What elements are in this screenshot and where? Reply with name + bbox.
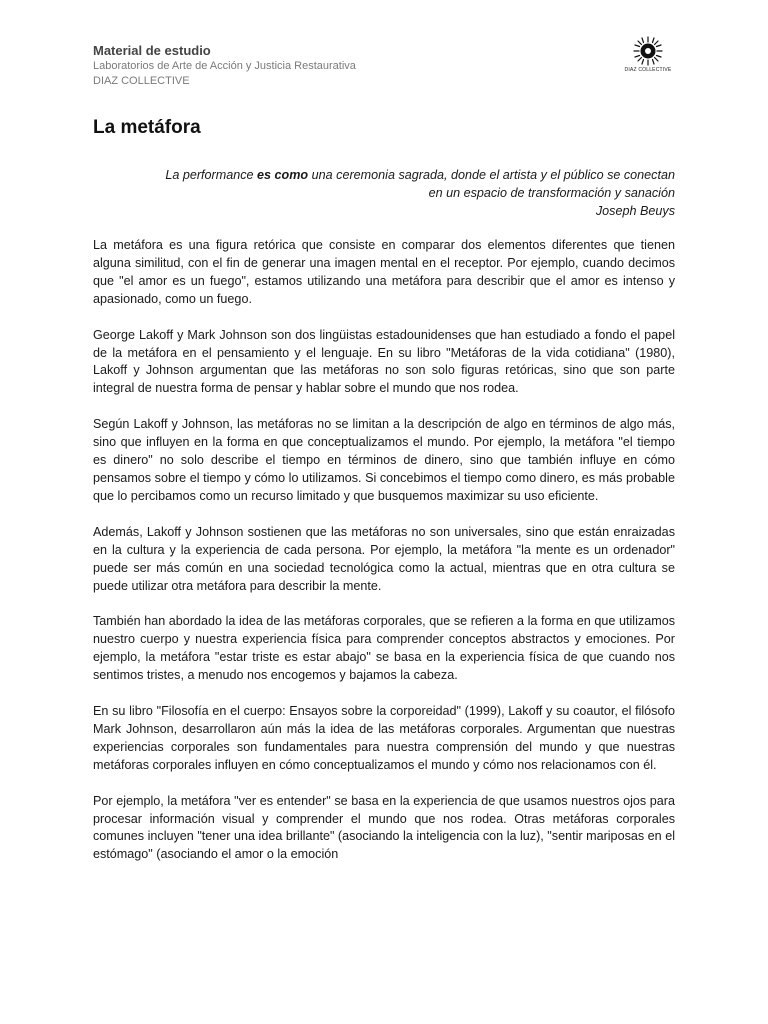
header-org: DIAZ COLLECTIVE <box>93 75 190 87</box>
document-body <box>93 237 675 882</box>
paragraph: También han abordado la idea de las metáforas corporales, que se refieren a la forma en que utilizamos nuestro cuerpo y nuestra experiencia física para comprender conceptos abstractos y emociones. Por ejemplo, la metáfora "estar triste es estar abajo" se basa en la experiencia física de que cuando nos sentimos tristes, a menudo nos encogemos y bajamos la cabeza. <box>93 614 675 683</box>
quote-line-1 <box>93 166 675 184</box>
paragraph: En su libro "Filosofía en el cuerpo: Ensayos sobre la corporeidad" (1999), Lakoff y su coautor, el filósofo Mark Johnson, desarrollaron aún más la idea de las metáforas corporales. Argumentan que nuestras experiencias corporales son fundamentales para nuestra comprensión del mundo y que nuestras metáforas corporales influyen en cómo conceptualizamos el mundo y cómo nos relacionamos con él. <box>93 704 675 772</box>
paragraph: Según Lakoff y Johnson, las metáforas no se limitan a la descripción de algo en términos de algo más, sino que influyen en la forma en que conceptualizamos el mundo. Por ejemplo, la metáfora "el tiempo es dinero" no solo describe el tiempo en términos de dinero, sino que también influye en cómo pensamos sobre el tiempo y cómo lo utilizamos. Si concebimos el tiempo como dinero, es más probable que lo percibamos como un recurso limitado y que busquemos maximizar su uso eficiente. <box>93 417 675 503</box>
logo-text: DIAZ COLLECTIVE <box>624 67 672 73</box>
paragraph: Por ejemplo, la metáfora "ver es entender" se basa en la experiencia de que usamos nuestros ojos para procesar información visual y comprender el mundo que nos rodea. Otras metáforas corporales comunes incluyen "tener una idea brillante" (asociando la inteligencia con la luz), "sentir mariposas en el estómago" (asociando el amor o la emoción <box>93 793 675 862</box>
page-title: La metáfora <box>93 117 201 138</box>
header-subtitle: Laboratorios de Arte de Acción y Justicia Restaurativa <box>93 60 356 72</box>
quote-author: Joseph Beuys <box>595 204 675 218</box>
paragraph: Además, Lakoff y Johnson sostienen que las metáforas no son universales, sino que están enraizadas en la cultura y la experiencia de cada persona. Por ejemplo, la metáfora "la mente es un ordenador" puede ser más común en una sociedad tecnológica como la actual, mientras que en otra cultura se puede utilizar otra metáfora para describir la mente. <box>93 524 675 593</box>
header-title: Material de estudio <box>93 43 211 58</box>
sun-burst-icon <box>633 36 663 66</box>
paragraph: George Lakoff y Mark Johnson son dos lingüistas estadounidenses que han estudiado a fondo el papel de la metáfora en el pensamiento y el lenguaje. En su libro "Metáforas de la vida cotidiana" (1980), Lakoff y Johnson argumentan que las metáforas no son solo figuras retóricas, sino que son parte integral de nuestra forma de pensar y hablar sobre el mundo que nos rodea. <box>93 327 675 396</box>
diaz-collective-logo <box>620 36 676 80</box>
quote-line-2: en un espacio de transformación y sanación <box>428 186 675 200</box>
quote-text-after: una ceremonia sagrada, donde el artista y el público se conectan <box>308 168 675 182</box>
document-header <box>93 42 513 89</box>
paragraph: La metáfora es una figura retórica que consiste en comparar dos elementos diferentes que tienen alguna similitud, con el fin de generar una imagen mental en el receptor. Por ejemplo, cuando decimos que "el amor es un fuego", estamos utilizando una metáfora para describir que el amor es intenso y apasionado, como un fuego. <box>93 238 675 306</box>
quote-emphasis: es como <box>257 168 309 182</box>
epigraph-quote <box>93 166 675 220</box>
quote-text-before: La performance <box>165 168 258 182</box>
